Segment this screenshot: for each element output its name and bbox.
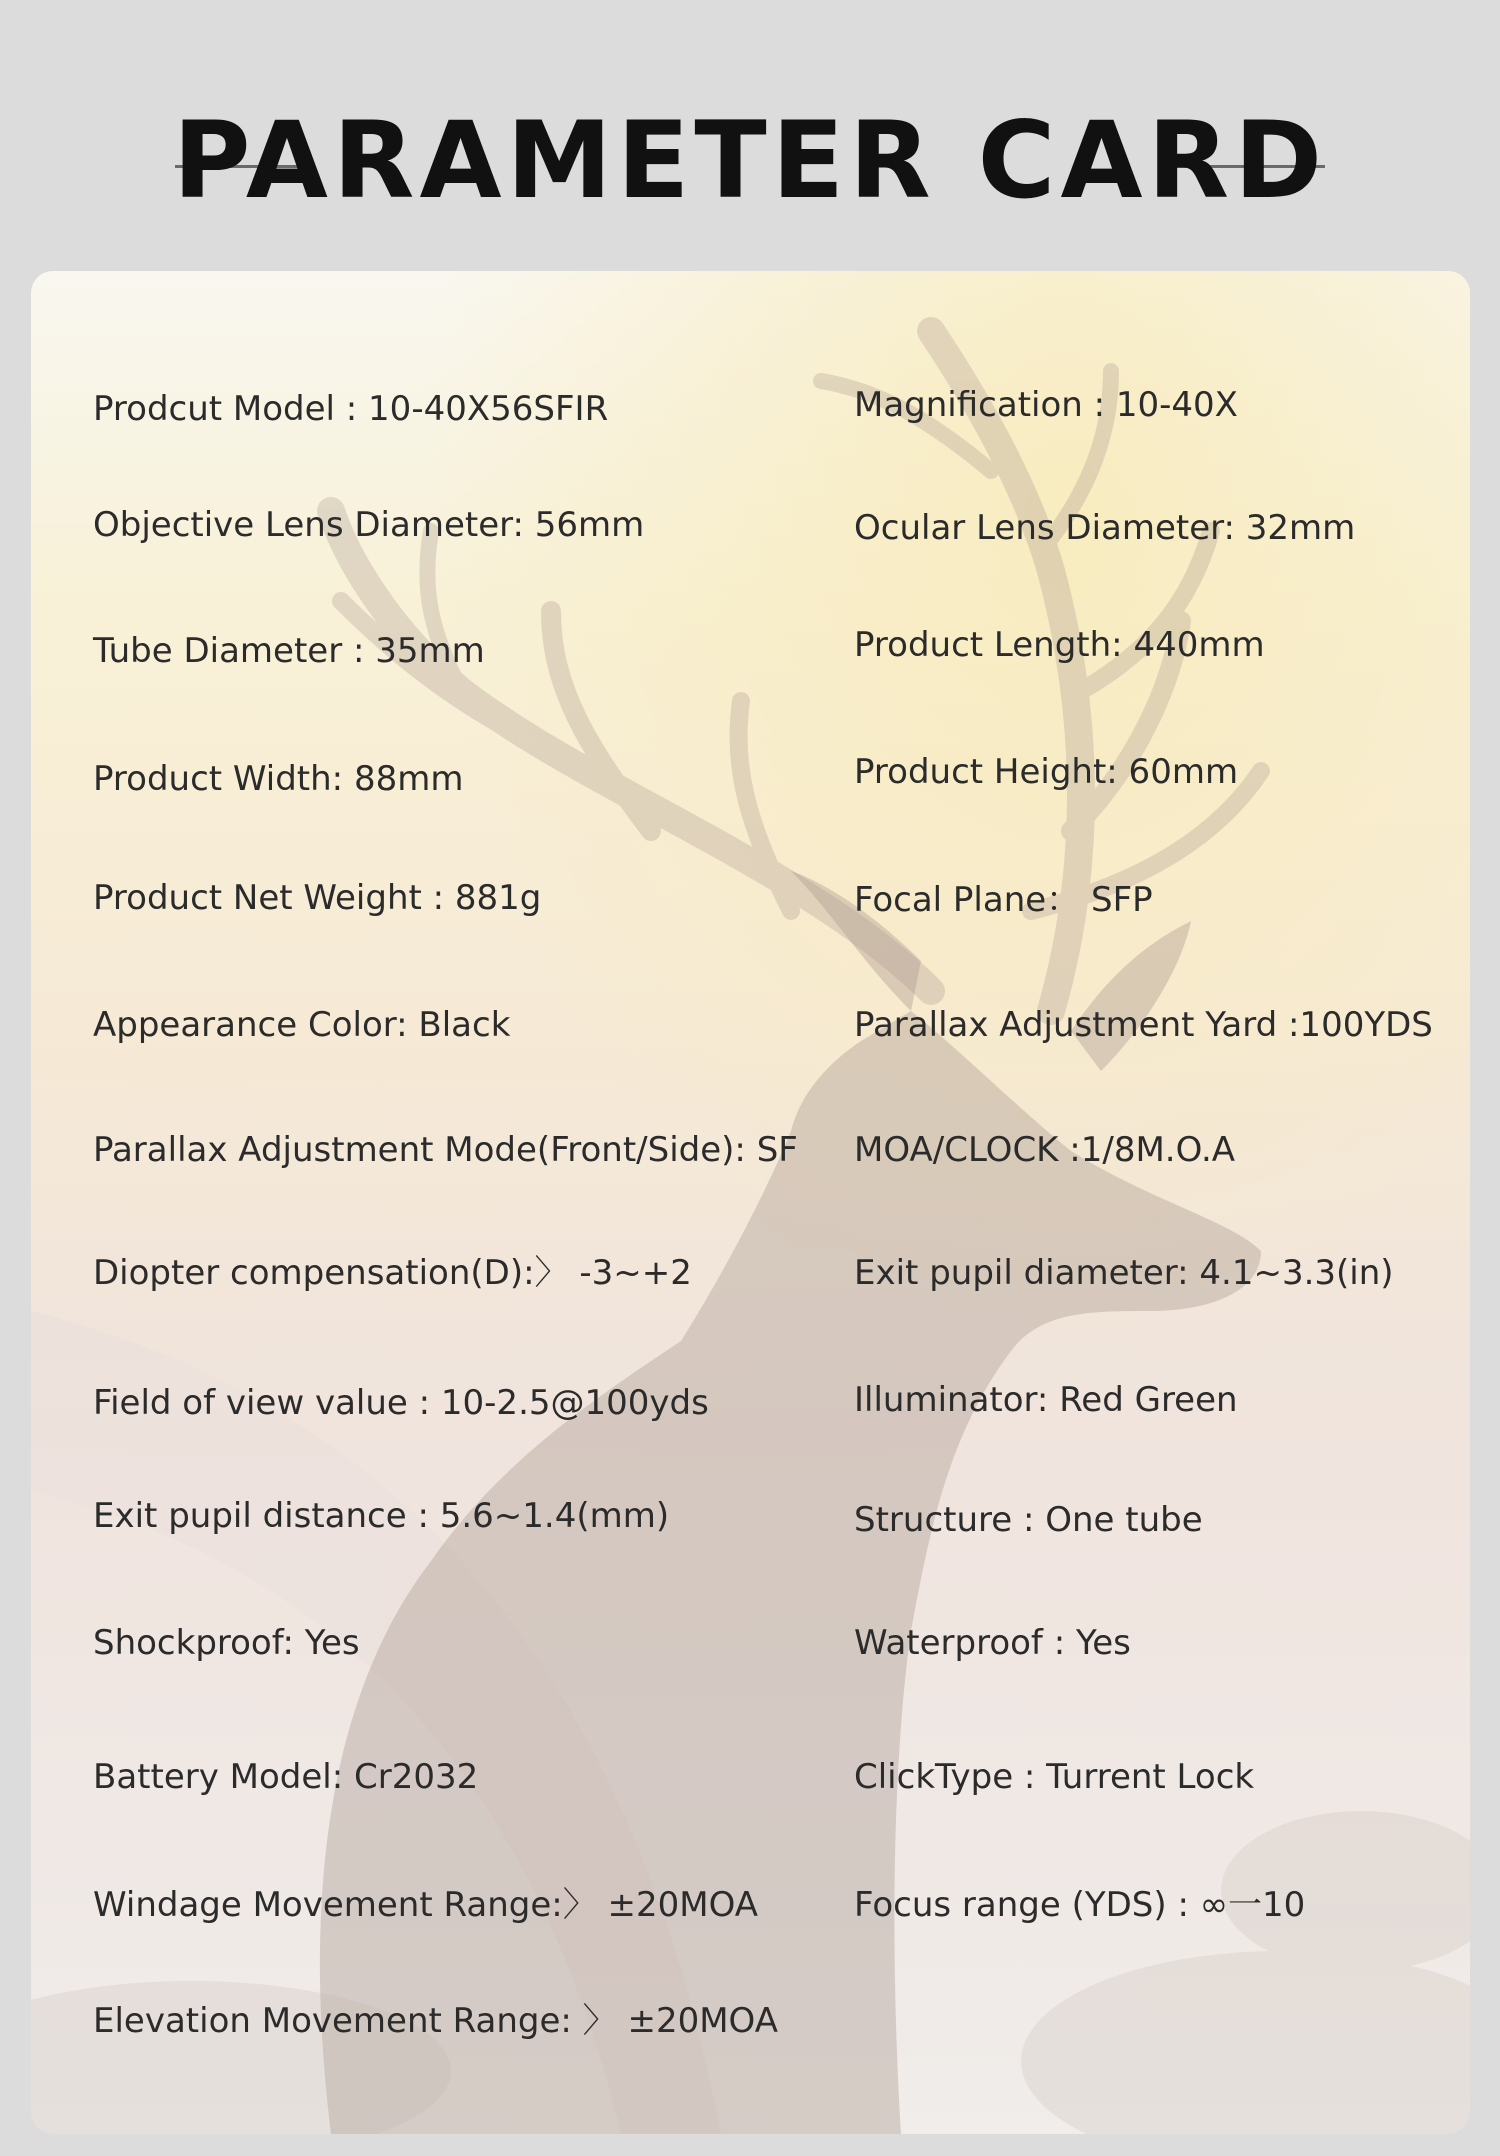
spec-item-right-12: ClickType : Turrent Lock xyxy=(854,1757,1255,1797)
spec-item-right-8: Exit pupil diameter: 4.1~3.3(in) xyxy=(854,1253,1394,1293)
spec-item-right-2: Ocular Lens Diameter: 32mm xyxy=(854,508,1356,548)
spec-item-right-1: Magnification : 10-40X xyxy=(854,385,1238,425)
spec-item-right-3: Product Length: 440mm xyxy=(854,625,1265,665)
spec-item-left-3: Tube Diameter : 35mm xyxy=(93,631,485,671)
spec-item-left-6: Appearance Color: Black xyxy=(93,1005,511,1045)
spec-item-left-13: Windage Movement Range:〉 ±20MOA xyxy=(93,1885,759,1925)
spec-item-left-14: Elevation Movement Range: 〉 ±20MOA xyxy=(93,2001,778,2041)
spec-item-left-10: Exit pupil distance : 5.6~1.4(mm) xyxy=(93,1496,670,1536)
deer-background-image xyxy=(31,271,1470,2134)
spec-item-left-1: Prodcut Model : 10-40X56SFIR xyxy=(93,389,609,429)
spec-item-right-11: Waterproof : Yes xyxy=(854,1623,1131,1663)
spec-item-right-7: MOA/CLOCK :1/8M.O.A xyxy=(854,1130,1236,1170)
spec-item-left-5: Product Net Weight : 881g xyxy=(93,878,542,918)
spec-item-left-9: Field of view value : 10-2.5@100yds xyxy=(93,1383,709,1423)
spec-item-left-4: Product Width: 88mm xyxy=(93,759,464,799)
spec-item-right-5: Focal Plane： SFP xyxy=(854,880,1153,920)
spec-item-left-7: Parallax Adjustment Mode(Front/Side): SF xyxy=(93,1130,798,1170)
spec-item-right-4: Product Height: 60mm xyxy=(854,752,1239,792)
spec-item-left-12: Battery Model: Cr2032 xyxy=(93,1757,479,1797)
spec-item-right-13: Focus range (YDS) : ∞一10 xyxy=(854,1885,1306,1925)
spec-item-left-11: Shockproof: Yes xyxy=(93,1623,360,1663)
page-header xyxy=(0,0,1500,270)
page-title: PARAMETER CARD xyxy=(172,99,1328,222)
parameter-card xyxy=(31,271,1470,2134)
spec-item-right-6: Parallax Adjustment Yard :100YDS xyxy=(854,1005,1433,1045)
spec-item-right-9: Illuminator: Red Green xyxy=(854,1380,1238,1420)
spec-item-right-10: Structure : One tube xyxy=(854,1500,1203,1540)
spec-item-left-2: Objective Lens Diameter: 56mm xyxy=(93,505,645,545)
spec-item-left-8: Diopter compensation(D):〉 -3~+2 xyxy=(93,1253,692,1293)
